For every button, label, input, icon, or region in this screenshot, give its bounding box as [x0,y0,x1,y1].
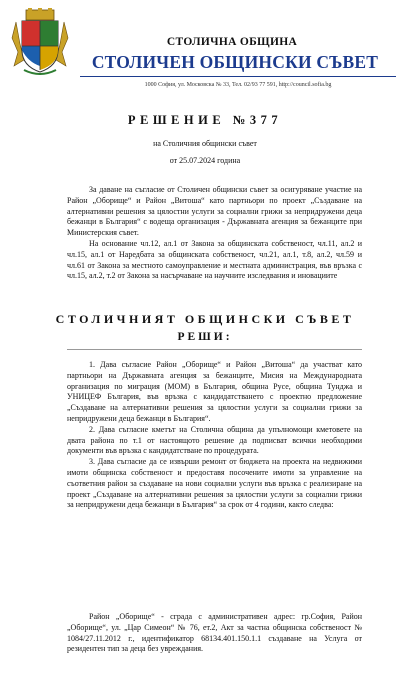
decision-item-1: 1. Дава съгласие Район „Оборище“ и Район „Витоша“ да участват като партньори на Държавната агенция за бежанците, Мисия на Международната организация по миграция (МОМ) в България, община Русе, община Тунджа и УНИЦЕФ България, във връзка с кандидатстването с проектно предложение „Създаване на алтернативни решения за цялостни услуги за социални грижи за непридружени деца бежанци в България“. [67,360,362,423]
decision-item-2: 2. Дава съгласие кметът на Столична община да упълномощи кметовете на двата района по т.1 от настоящото решение да подписват всички необходими документи във връзка с кандидатстване по процедурата. [67,424,362,456]
council-heading: СТОЛИЧНИЯТ ОБЩИНСКИ СЪВЕТ [55,312,355,326]
decision-item-3: 3. Дава съгласие да се извърши ремонт от бюджета на проекта на недвижими имоти общинска собственост и предоставя посочените имоти за управление на съответния район за създаване на нови социални услуги във връзка с реализиране на проект „Създаване на алтернативни решения за цялостни услуги за социални грижи за непридружени деца бежанци в България“ за срок от 4 години, както следва: [67,457,362,510]
decision-title: РЕШЕНИЕ №377 [127,113,283,127]
preamble-purpose: За даване на съгласие от Столичен общински съвет за осигуряване участие на Район „Оборище“ и Район „Витоша“ като партньори по проект „Създаване на алтернативни решения за цялостни услуги за социални грижи за непридружени деца бежанци в България“ с водеща организация - Държавната агенция за бежанците при Министерския съвет. [67,185,362,238]
decision-issuer: на Столичния общински съвет [153,139,257,148]
decision-items [67,360,362,511]
preamble [67,185,362,282]
council-address: 1000 София, ул. Московска № 33, Тел. 02/93 77 591, http://council.sofia.bg [144,82,332,88]
property-oborishte: Район „Оборище“ - сграда с административен адрес: гр.София, Район „Оборище“, ул. „Цар Симеон“ № 76, ет.2, Акт за частна общинска собственост № 1084/27.11.2012 г., идентификатор 68134.401.150.1.1 създаване на Услуга от резидентен тип за деца без увреждания. [67,612,362,654]
preamble-legal-basis: На основание чл.12, ал.1 от Закона за общинската собственост, чл.11, ал.2 и чл.15, ал.1 от Наредбата за общинската собственост, чл.21, ал.1, т.8, ал.2, чл.59 и чл.61 от Закона за местното самоуправление и местната администрация, във връзка с чл.15, ал.2, т.2 от Закона за насърчаване на научните изследвания и иновациите [67,238,362,281]
heading-divider [67,349,362,350]
resolves-heading: РЕШИ: [177,331,233,343]
council-name: СТОЛИЧЕН ОБЩИНСКИ СЪВЕТ [91,52,379,72]
decision-date: от 25.07.2024 година [169,156,241,165]
header-divider [80,76,396,77]
sofia-coat-of-arms-icon [10,8,70,78]
property-entry [67,612,362,655]
municipality-name: СТОЛИЧНА ОБЩИНА [166,36,298,48]
